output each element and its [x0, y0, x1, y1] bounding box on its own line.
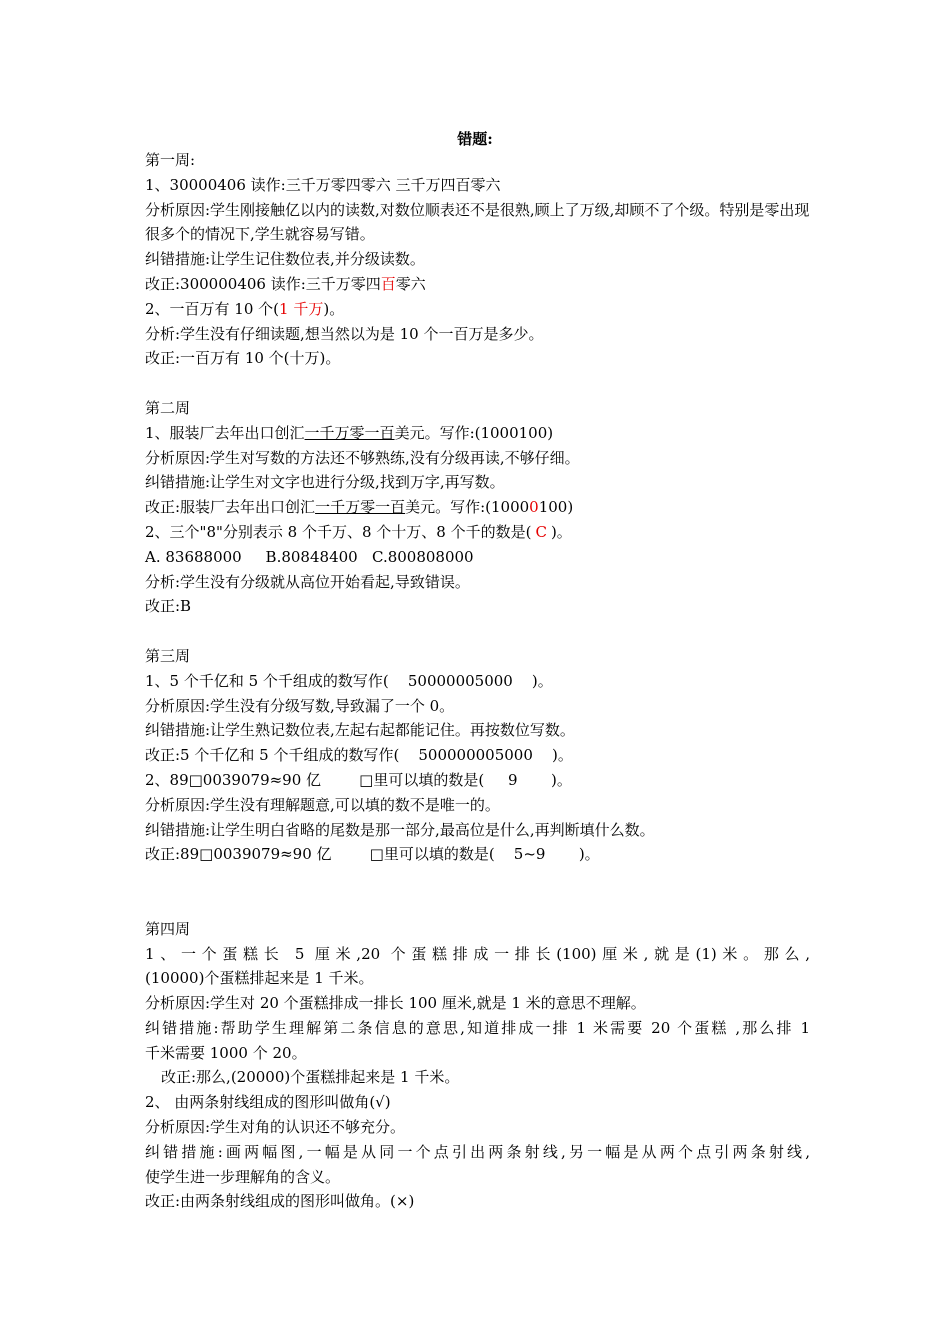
week2-q2-options: A. 83688000 B.80848400 C.800808000: [145, 547, 474, 566]
week1-q1-reason: 分析原因:学生刚接触亿以内的读数,对数位顺表还不是很熟,顾上了万级,却顾不了个级。特别是零出现很多个的情况下,学生就容易写错。: [145, 200, 810, 244]
week1-q2-reason: 分析:学生没有仔细读题,想当然以为是 10 个一百万是多少。: [145, 324, 544, 343]
week2-q2-correct: 改正:B: [145, 597, 192, 616]
week1-q1-fix: 纠错措施:让学生记住数位表,并分级读数。: [145, 250, 425, 269]
week4-q1-fix-line1: 纠错措施:帮助学生理解第二条信息的意思,知道排成一排 1 米需要 20 个蛋糕 ,那么排 1: [145, 1018, 810, 1037]
red-highlight: C: [535, 522, 547, 541]
week4-q2-fix-line1: 纠错措施:画两幅图,一幅是从同一个点引出两条射线,另一幅是从两个点引两条射线,: [145, 1142, 810, 1161]
week3-q2-correct: 改正:89□0039079≈90 亿 □里可以填的数是( 5~9 )。: [145, 845, 600, 864]
week1-q1: 1、30000406 读作:三千万零四零六 三千万四百零六: [145, 175, 501, 194]
week2-q1: [145, 421, 810, 446]
week4-q2-fix-line2: 使学生进一步理解角的含义。: [145, 1167, 341, 1186]
week3-q1-reason: 分析原因:学生没有分级写数,导致漏了一个 0。: [145, 696, 455, 715]
week4-heading: 第四周: [145, 919, 191, 938]
text-segment: 改正:服装厂去年出口创汇: [145, 498, 316, 517]
week3-q2-reason: 分析原因:学生没有理解题意,可以填的数不是唯一的。: [145, 795, 500, 814]
text-segment: )。: [550, 522, 572, 541]
week4-q1-reason: 分析原因:学生对 20 个蛋糕排成一排长 100 厘米,就是 1 米的意思不理解。: [145, 994, 646, 1013]
week4-q2-correct: 改正:由两条射线组成的图形叫做角。(×): [145, 1192, 415, 1211]
week4-q1-line2: (10000)个蛋糕排起来是 1 千米。: [145, 969, 374, 988]
text-segment: 美元。写作:(1000100): [394, 423, 554, 442]
week3-q1: 1、5 个千亿和 5 个千组成的数写作( 50000005000 )。: [145, 671, 553, 690]
week1-q2-correct: 改正:一百万有 10 个(十万)。: [145, 349, 341, 368]
red-highlight: 0: [529, 498, 539, 517]
week4-q1-fix-line2: 千米需要 1000 个 20。: [145, 1043, 307, 1062]
red-highlight: 百: [380, 274, 396, 293]
week2-q2-reason: 分析:学生没有分级就从高位开始看起,导致错误。: [145, 572, 470, 591]
text-segment: 1、服装厂去年出口创汇: [145, 423, 305, 442]
page-title: 错题:: [457, 130, 493, 148]
week3-q1-fix: 纠错措施:让学生熟记数位表,左起右起都能记住。再按数位写数。: [145, 721, 575, 740]
week3-q2-fix: 纠错措施:让学生明白省略的尾数是那一部分,最高位是什么,再判断填什么数。: [145, 820, 655, 839]
text-segment: 100): [538, 498, 574, 517]
week1-heading: 第一周:: [145, 151, 196, 169]
document-body: [145, 148, 810, 1214]
text-segment: 2、一百万有 10 个(: [145, 299, 280, 318]
week2-q1-reason: 分析原因:学生对写数的方法还不够熟练,没有分级再读,不够仔细。: [145, 448, 580, 467]
week2-q2: [145, 520, 810, 545]
underlined-text: 一千万零一百: [304, 423, 395, 442]
week1-q2: [145, 297, 810, 322]
week3-heading: 第三周: [145, 646, 191, 665]
week3-q2: 2、89□0039079≈90 亿 □里可以填的数是( 9 )。: [145, 770, 572, 789]
week4-q1-line1: 1、一个蛋糕长 5 厘米,20 个蛋糕排成一排长(100)厘米,就是(1)米。那么,: [145, 944, 810, 963]
week2-heading: 第二周: [145, 398, 191, 417]
text-segment: 2、三个"8"分别表示 8 个千万、8 个十万、8 个千的数是(: [145, 522, 532, 541]
week4-q1-correct: 改正:那么,(20000)个蛋糕排起来是 1 千米。: [161, 1068, 460, 1087]
week1-q1-correct: [145, 272, 810, 297]
week3-q1-correct: 改正:5 个千亿和 5 个千组成的数写作( 500000005000 )。: [145, 746, 573, 765]
text-segment: 零六: [395, 274, 426, 293]
week4-q2: 2、 由两条射线组成的图形叫做角(√): [145, 1093, 391, 1112]
underlined-text: 一千万零一百: [315, 498, 406, 517]
week4-q2-reason: 分析原因:学生对角的认识还不够充分。: [145, 1118, 406, 1137]
text-segment: )。: [323, 299, 345, 318]
week2-q1-correct: [145, 495, 810, 520]
red-highlight: 1 千万: [279, 299, 324, 318]
text-segment: 美元。写作:(1000: [405, 498, 530, 517]
text-segment: 改正:300000406 读作:三千万零四: [145, 274, 381, 293]
week2-q1-fix: 纠错措施:让学生对文字也进行分级,找到万字,再写数。: [145, 473, 505, 492]
